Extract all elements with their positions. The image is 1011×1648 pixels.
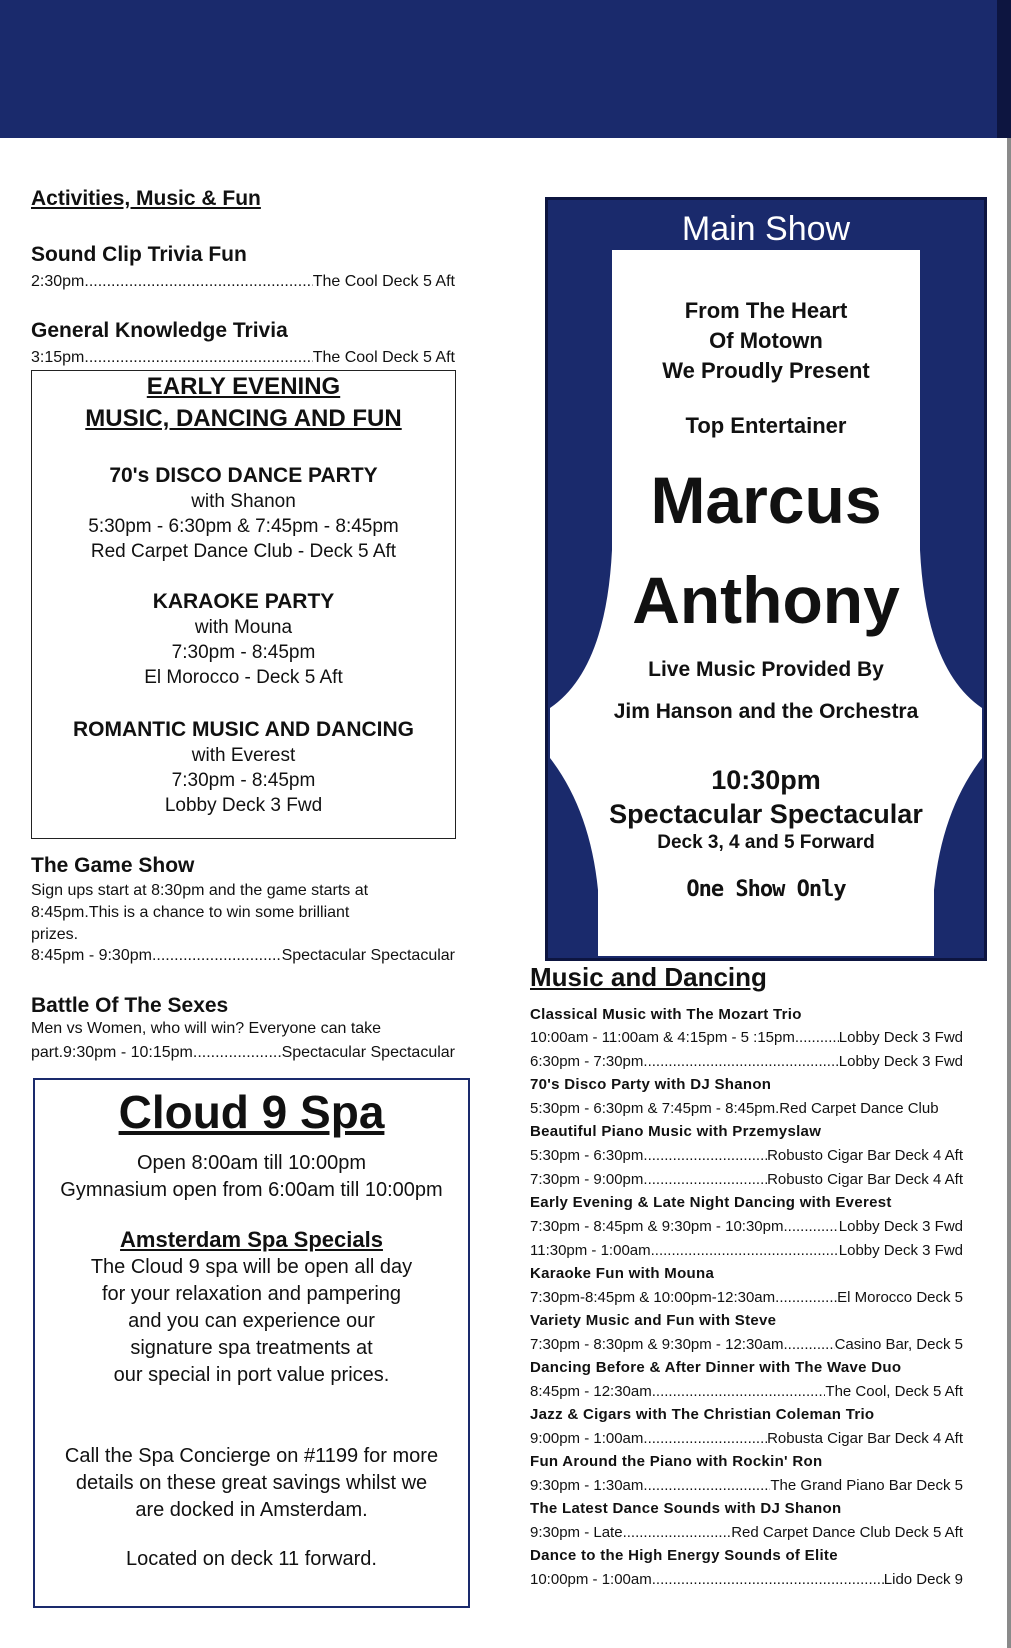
page-edge-rule: [1007, 138, 1011, 1648]
text-line: Sign ups start at 8:30pm and the game starts at: [31, 882, 369, 899]
spa-specials-heading: Amsterdam Spa Specials: [120, 1227, 383, 1252]
event-name: KARAOKE PARTY: [152, 590, 335, 613]
game-show-text: [31, 880, 368, 946]
performer-name: Anthony: [632, 563, 900, 637]
dance-time-row: [530, 1100, 963, 1117]
battle-title: Battle Of The Sexes: [31, 994, 229, 1017]
text-line: 8:45pm.This is a chance to win some brilliant: [31, 904, 350, 921]
dance-time: 6:30pm - 7:30pm: [530, 1053, 644, 1070]
dance-category: 70's Disco Party with DJ Shanon: [530, 1076, 772, 1093]
early-evening-title: EARLY EVENING: [146, 373, 341, 400]
dance-time-row: [530, 1242, 963, 1259]
dance-time: 7:30pm-8:45pm & 10:00pm-12:30am: [530, 1289, 776, 1306]
spa-specials-line: for your relaxation and pampering: [101, 1283, 402, 1305]
dance-time: 10:00pm - 1:00am: [530, 1571, 652, 1588]
dance-place: Robusto Cigar Bar Deck 4 Aft: [767, 1171, 963, 1188]
dance-category: Classical Music with The Mozart Trio: [530, 1006, 802, 1023]
main-show-box: [545, 197, 987, 961]
dance-time: 5:30pm - 6:30pm: [530, 1147, 644, 1164]
spa-gym: Gymnasium open from 6:00am till 10:00pm: [60, 1179, 443, 1201]
dance-place: Lobby Deck 3 Fwd: [838, 1029, 963, 1046]
dance-place: Casino Bar, Deck 5: [834, 1336, 963, 1353]
dance-time: 7:30pm - 8:45pm & 9:30pm - 10:30pm: [530, 1218, 784, 1235]
intro-line: We Proudly Present: [662, 358, 870, 383]
event-block: [32, 589, 455, 690]
activity-time: 3:15pm: [31, 349, 85, 366]
event-block: [32, 463, 455, 564]
show-venue: Spectacular Spectacular: [609, 799, 923, 829]
early-evening-title: MUSIC, DANCING AND FUN: [85, 405, 402, 432]
event-time: 7:30pm - 8:45pm: [171, 642, 316, 663]
music-credit: Live Music Provided By: [648, 658, 884, 681]
dance-time: 9:00pm - 1:00am: [530, 1430, 644, 1447]
dance-place: Robusto Cigar Bar Deck 4 Aft: [767, 1147, 963, 1164]
spa-specials-line: The Cloud 9 spa will be open all day: [90, 1256, 413, 1278]
activity-schedule-row: [31, 349, 455, 367]
dance-category: Early Evening & Late Night Dancing with Everest: [530, 1194, 892, 1211]
event-place: El Morocco - Deck 5 Aft: [144, 667, 343, 688]
activity-place: The Cool Deck 5 Aft: [312, 273, 455, 290]
dance-place: Lido Deck 9: [883, 1571, 963, 1588]
game-show-schedule: [31, 947, 455, 965]
dance-place: The Grand Piano Bar Deck 5: [770, 1477, 963, 1494]
event-host: with Everest: [191, 745, 296, 766]
show-billing: Top Entertainer: [685, 413, 847, 438]
event-name: 70's DISCO DANCE PARTY: [109, 464, 378, 487]
intro-line: From The Heart: [684, 298, 848, 323]
spa-specials-line: signature spa treatments at: [130, 1337, 373, 1359]
spa-specials-line: our special in port value prices.: [113, 1364, 390, 1386]
activity-place: The Cool Deck 5 Aft: [312, 349, 455, 366]
game-show-time: 8:45pm - 9:30pm: [31, 947, 152, 964]
dance-place: Red Carpet Dance Club: [779, 1100, 939, 1117]
text-line: prizes.: [31, 926, 79, 943]
dance-time-row: [530, 1289, 963, 1306]
spa-box: [33, 1078, 470, 1608]
spa-hours: Open 8:00am till 10:00pm: [136, 1152, 367, 1174]
header-banner: [0, 0, 1011, 138]
dance-time-row: [530, 1477, 963, 1494]
dance-category: Variety Music and Fun with Steve: [530, 1312, 777, 1329]
spa-location: Located on deck 11 forward.: [126, 1548, 377, 1570]
game-show-place: Spectacular Spectacular: [281, 947, 455, 964]
dance-time-row: [530, 1218, 963, 1235]
dance-time-row: [530, 1147, 963, 1164]
spa-call-line: are docked in Amsterdam.: [135, 1499, 368, 1521]
activities-heading: Activities, Music & Fun: [31, 187, 261, 210]
event-host: with Shanon: [191, 491, 296, 512]
performer-name: Marcus: [650, 463, 882, 537]
dance-time: 8:45pm - 12:30am: [530, 1383, 652, 1400]
dance-place: Red Carpet Dance Club Deck 5 Aft: [731, 1524, 963, 1541]
activity-title: Sound Clip Trivia Fun: [31, 243, 247, 266]
battle-schedule: [31, 1044, 455, 1062]
dance-time-row: [530, 1524, 963, 1541]
dance-time-row: [530, 1171, 963, 1188]
dance-place: Lobby Deck 3 Fwd: [838, 1053, 963, 1070]
event-name: ROMANTIC MUSIC AND DANCING: [72, 718, 415, 741]
show-time: 10:30pm: [711, 765, 821, 795]
spa-title: Cloud 9 Spa: [118, 1086, 385, 1138]
main-show-heading: Main Show: [681, 210, 851, 248]
dance-place: The Cool, Deck 5 Aft: [825, 1383, 963, 1400]
dance-place: Robusta Cigar Bar Deck 4 Aft: [767, 1430, 963, 1447]
dance-time-row: [530, 1430, 963, 1447]
early-evening-box: [31, 370, 456, 839]
music-credit: Jim Hanson and the Orchestra: [613, 700, 919, 723]
activity-title: General Knowledge Trivia: [31, 319, 288, 342]
dance-time-row: [530, 1029, 963, 1046]
event-host: with Mouna: [194, 617, 293, 638]
dance-time: 7:30pm - 8:30pm & 9:30pm - 12:30am: [530, 1336, 784, 1353]
show-intro: [550, 296, 982, 386]
music-dancing-heading: Music and Dancing: [530, 962, 767, 992]
spa-call-line: Call the Spa Concierge on #1199 for more: [64, 1445, 439, 1467]
activity-schedule-row: [31, 273, 455, 291]
dance-place: Lobby Deck 3 Fwd: [838, 1218, 963, 1235]
dance-category: Dance to the High Energy Sounds of Elite: [530, 1547, 838, 1564]
dance-time: 10:00am - 11:00am & 4:15pm - 5 :15pm: [530, 1029, 795, 1046]
battle-place: Spectacular Spectacular: [281, 1044, 455, 1061]
battle-time: part.9:30pm - 10:15pm: [31, 1044, 193, 1061]
dance-category: Fun Around the Piano with Rockin' Ron: [530, 1453, 823, 1470]
dance-time: 5:30pm - 6:30pm & 7:45pm - 8:45pm.: [530, 1100, 780, 1117]
banner-edge: [997, 0, 1011, 138]
dance-category: Beautiful Piano Music with Przemyslaw: [530, 1123, 822, 1140]
dance-time: 11:30pm - 1:00am: [530, 1242, 651, 1259]
event-time: 7:30pm - 8:45pm: [171, 770, 316, 791]
dance-place: El Morocco Deck 5: [837, 1289, 963, 1306]
spa-specials-line: and you can experience our: [128, 1310, 375, 1332]
event-place: Lobby Deck 3 Fwd: [164, 795, 323, 816]
event-time: 5:30pm - 6:30pm & 7:45pm - 8:45pm: [88, 516, 399, 537]
event-block: [32, 717, 455, 818]
battle-text: Men vs Women, who will win? Everyone can take: [31, 1020, 382, 1037]
dance-time-row: [530, 1383, 963, 1400]
dance-time-row: [530, 1053, 963, 1070]
dance-time: 7:30pm - 9:00pm: [530, 1171, 644, 1188]
dance-category: Jazz & Cigars with The Christian Coleman Trio: [530, 1406, 875, 1423]
show-deck: Deck 3, 4 and 5 Forward: [657, 832, 875, 853]
game-show-title: The Game Show: [31, 854, 195, 877]
intro-line: Of Motown: [709, 328, 823, 353]
dance-time: 9:30pm - Late: [530, 1524, 623, 1541]
stage-curtain: [550, 250, 982, 956]
dance-category: Karaoke Fun with Mouna: [530, 1265, 715, 1282]
event-place: Red Carpet Dance Club - Deck 5 Aft: [90, 541, 397, 562]
dance-place: Lobby Deck 3 Fwd: [838, 1242, 963, 1259]
dance-category: Dancing Before & After Dinner with The Wave Duo: [530, 1359, 902, 1376]
dance-category: The Latest Dance Sounds with DJ Shanon: [530, 1500, 842, 1517]
dance-time-row: [530, 1571, 963, 1588]
dance-time-row: [530, 1336, 963, 1353]
show-note: One Show Only: [686, 877, 846, 902]
spa-call-line: details on these great savings whilst we: [75, 1472, 428, 1494]
dance-time: 9:30pm - 1:30am: [530, 1477, 644, 1494]
activity-time: 2:30pm: [31, 273, 85, 290]
